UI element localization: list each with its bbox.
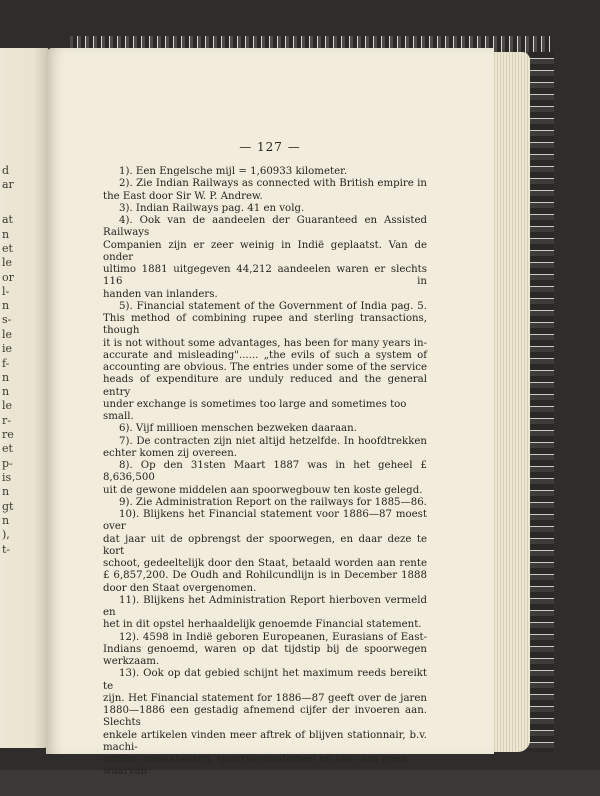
left-page-fragment: n <box>2 514 10 527</box>
page-number: — 127 — <box>239 140 301 154</box>
footnote-line: it is not without some advantages, has been for many years in- <box>103 337 427 349</box>
footnote-line: dat jaar uit de opbrengst der spoorwegen, en daar deze te kort <box>103 533 427 557</box>
footnote-line: ultimo 1881 uitgegeven 44,212 aandeelen waren er slechts 116 in <box>103 264 427 288</box>
left-page-fragment: l- <box>2 285 10 298</box>
left-page-fragment: et <box>2 442 13 455</box>
left-page-fragment: le <box>2 399 13 412</box>
footnote-n5 <box>103 301 427 424</box>
footnote-n10 <box>103 509 427 595</box>
footnote-line: accurate and misleading"...... „the evils of such a system of <box>103 349 427 361</box>
footnote-line: 13). Ook op dat gebied schijnt het maximum reeds bereikt te <box>103 668 427 692</box>
footnote-n4 <box>103 215 427 301</box>
footnote-line: 9). Zie Administration Report on the railways for 1885—86. <box>119 496 427 508</box>
left-page-fragment: ie <box>2 342 13 355</box>
footnote-line: This method of combining rupee and sterling transactions, though <box>103 313 427 337</box>
left-page-fragment: s- <box>2 313 12 326</box>
footnote-line: het in dit opstel herhaaldelijk genoemde Financial statement. <box>103 619 422 631</box>
footnote-n6 <box>103 423 427 435</box>
footnote-n11 <box>103 595 427 632</box>
footnote-n12 <box>103 632 427 669</box>
footnote-line: echter komen zij overeen. <box>103 447 237 459</box>
footnote-line: accounting are obvious. The entries under some of the service <box>103 362 427 373</box>
left-page-fragment: ar <box>2 178 14 191</box>
footnote-line: the East door Sir W. P. Andrew. <box>103 190 263 202</box>
left-page-fragment: d <box>2 164 10 177</box>
left-page-fragment: n <box>2 228 10 241</box>
footnote-line: neriën, metaalwaren, spoorwegmaterieel en olie, aan geen waarvan <box>103 754 408 778</box>
footnote-line: 11). Blijkens het Administration Report hierboven vermeld en <box>103 594 427 618</box>
left-page-fragment: ), <box>2 528 10 541</box>
book-cover-edge <box>528 52 554 752</box>
left-page-fragment: n <box>2 371 10 384</box>
book-page <box>46 48 494 778</box>
footnote-line: zijn. Het Financial statement for 1886—87 geeft over de jaren <box>103 692 427 704</box>
footnote-n3 <box>103 203 427 215</box>
left-page-fragment: t- <box>2 543 11 556</box>
footnote-line: uit de gewone middelen aan spoorwegbouw ten koste gelegd. <box>103 484 423 496</box>
footnote-line: enkele artikelen vinden meer aftrek of blijven stationnair, b.v. machi- <box>103 729 427 753</box>
footnote-line: 6). Vijf millioen menschen bezweken daaraan. <box>119 423 357 435</box>
footnote-n2 <box>103 178 427 203</box>
footnote-line: 12). 4598 in Indië geboren Europeanen, Eurasians of East- <box>119 631 427 643</box>
footnote-line: Companien zijn er zeer weinig in Indië geplaatst. Van de onder <box>103 239 427 263</box>
footnote-line: schoot, gedeeltelijk door den Staat, betaald worden aan rente <box>103 558 427 569</box>
footnote-n13 <box>103 668 427 778</box>
left-page-fragment: is <box>2 471 12 484</box>
footnote-line: 5). Financial statement of the Government of India pag. 5. <box>119 300 427 312</box>
footnote-line: 3). Indian Railways pag. 41 en volg. <box>119 202 305 214</box>
footnote-line: 4). Ook van de aandeelen der Guaranteed en Assisted Railways <box>103 215 427 239</box>
left-page-fragment: f- <box>2 357 10 370</box>
left-page-fragment: n <box>2 385 10 398</box>
footnote-n7 <box>103 436 427 461</box>
footnote-line: £ 6,857,200. De Oudh and Rohilcundlijn is in December 1888 <box>103 570 427 582</box>
left-page-fragment: p- <box>2 457 13 470</box>
footnote-line: heads of expenditure are unduly reduced and the general entry <box>103 374 427 398</box>
footnote-line: 2). Zie Indian Railways as connected with British empire in <box>119 178 427 190</box>
left-page-fragment: r- <box>2 414 11 427</box>
left-page-fragment: n <box>2 299 10 312</box>
left-page <box>0 48 48 748</box>
left-page-fragment: gt <box>2 500 14 513</box>
footnote-n1 <box>103 166 427 178</box>
footnote-line: door den Staat overgenomen. <box>103 582 257 594</box>
footnote-line: 1880—1886 een gestadig afnemend cijfer der invoeren aan. Slechts <box>103 705 427 729</box>
footnotes <box>103 166 427 779</box>
footnote-line: werkzaam. <box>103 656 160 667</box>
footnote-line: 1). Een Engelsche mijl = 1,60933 kilometer. <box>119 166 348 177</box>
left-page-fragment: le <box>2 256 13 269</box>
footnote-n8 <box>103 460 427 497</box>
left-page-fragment: et <box>2 242 13 255</box>
footnote-line: 7). De contracten zijn niet altijd hetzelfde. In hoofdtrekken <box>119 435 427 447</box>
footnote-line: under exchange is sometimes too large and sometimes too small. <box>103 398 407 422</box>
left-page-fragment: n <box>2 485 10 498</box>
footnote-n9 <box>103 497 427 509</box>
left-page-fragment: or <box>2 271 14 284</box>
footnote-line: handen van inlanders. <box>103 288 218 300</box>
footnote-line: 8). Op den 31sten Maart 1887 was in het geheel £ 8,636,500 <box>103 460 427 484</box>
left-page-fragment: re <box>2 428 14 441</box>
left-page-fragment: at <box>2 213 13 226</box>
footnote-line: Indians genoemd, waren op dat tijdstip bij de spoorwegen <box>103 643 427 655</box>
left-page-fragment: le <box>2 328 13 341</box>
footnote-line: 10). Blijkens het Financial statement voor 1886—87 moest over <box>103 509 427 533</box>
